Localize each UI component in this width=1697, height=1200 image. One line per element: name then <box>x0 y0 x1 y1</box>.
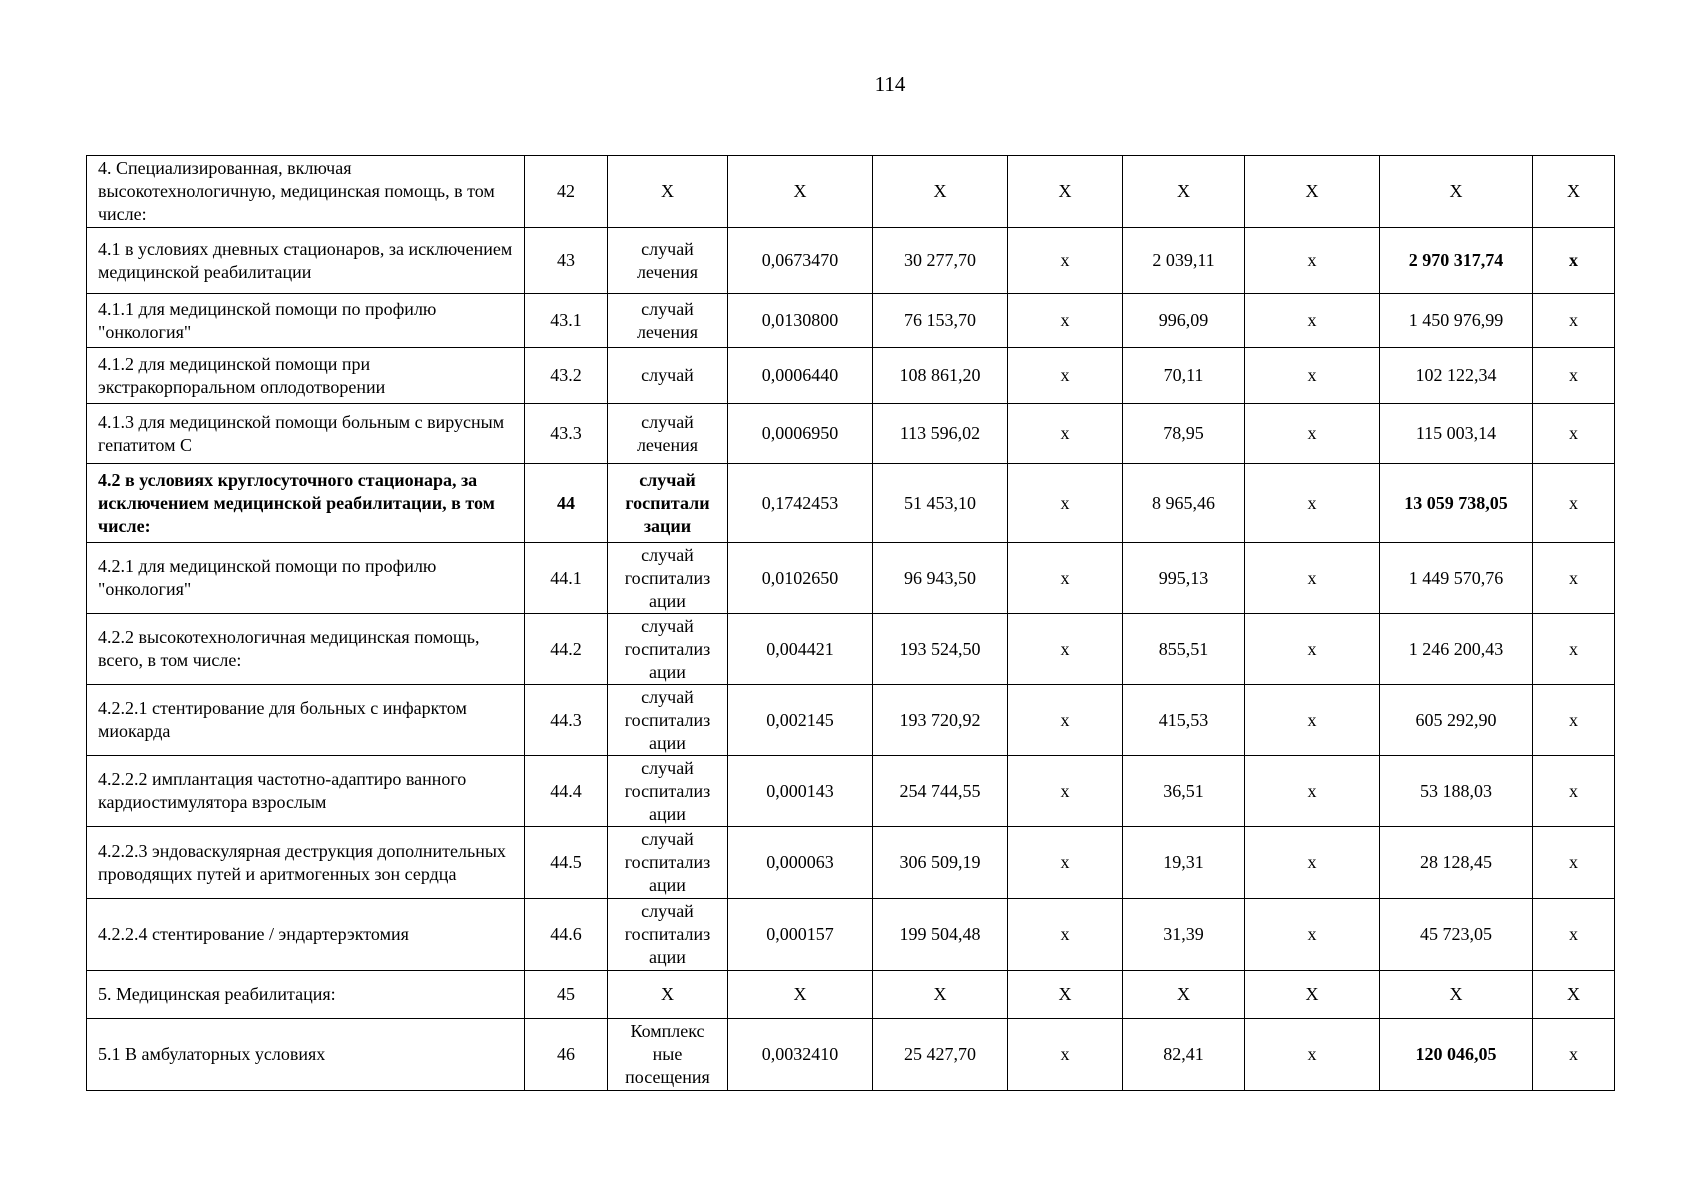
cell: X <box>1380 971 1533 1019</box>
row-code: 43.3 <box>525 404 608 464</box>
cell: 28 128,45 <box>1380 827 1533 899</box>
cell: х <box>1008 348 1123 404</box>
cell: х <box>1008 294 1123 348</box>
row-unit: случай <box>608 348 728 404</box>
cell: 996,09 <box>1123 294 1245 348</box>
cell: 45 723,05 <box>1380 899 1533 971</box>
cell: 0,000063 <box>728 827 873 899</box>
cell: X <box>1533 971 1615 1019</box>
cell: X <box>873 971 1008 1019</box>
row-unit: случай лечения <box>608 294 728 348</box>
row-name: 4.1 в условиях дневных стационаров, за исключением медицинской реабилитации <box>87 228 525 294</box>
cell: х <box>1533 614 1615 685</box>
cell: х <box>1245 899 1380 971</box>
cell: 1 450 976,99 <box>1380 294 1533 348</box>
row-code: 44.2 <box>525 614 608 685</box>
cell: х <box>1533 464 1615 543</box>
cell: 0,0006950 <box>728 404 873 464</box>
cell: 254 744,55 <box>873 756 1008 827</box>
cell: х <box>1245 404 1380 464</box>
cell: х <box>1245 543 1380 614</box>
cell: х <box>1008 756 1123 827</box>
row-code: 44.5 <box>525 827 608 899</box>
page-number: 114 <box>874 72 906 96</box>
cell: 115 003,14 <box>1380 404 1533 464</box>
row-unit: случай лечения <box>608 404 728 464</box>
cell: х <box>1008 543 1123 614</box>
cell: 30 277,70 <box>873 228 1008 294</box>
table-row <box>87 543 1615 614</box>
cell: х <box>1008 228 1123 294</box>
cell: 0,1742453 <box>728 464 873 543</box>
cell: 13 059 738,05 <box>1380 464 1533 543</box>
row-name: 4.2.2.4 стентирование / эндартерэктомия <box>87 899 525 971</box>
cell: 199 504,48 <box>873 899 1008 971</box>
cell: х <box>1008 464 1123 543</box>
cell: х <box>1008 827 1123 899</box>
cell: X <box>1008 971 1123 1019</box>
row-code: 42 <box>525 156 608 228</box>
cell: X <box>1123 156 1245 228</box>
cell: 31,39 <box>1123 899 1245 971</box>
row-code: 43.1 <box>525 294 608 348</box>
cell: х <box>1245 464 1380 543</box>
cell: 19,31 <box>1123 827 1245 899</box>
cell: 51 453,10 <box>873 464 1008 543</box>
row-code: 44.3 <box>525 685 608 756</box>
cell: х <box>1533 228 1615 294</box>
row-name: 4.2.2.3 эндоваскулярная деструкция дополнительных проводящих путей и аритмогенных зон сердца <box>87 827 525 899</box>
cell: х <box>1245 348 1380 404</box>
row-unit: случай госпитализ ации <box>608 899 728 971</box>
table-row <box>87 756 1615 827</box>
table-row <box>87 156 1615 228</box>
cell: х <box>1245 756 1380 827</box>
cell: х <box>1245 685 1380 756</box>
row-unit: случай госпитализ ации <box>608 827 728 899</box>
cell: 0,004421 <box>728 614 873 685</box>
cell: 120 046,05 <box>1380 1019 1533 1091</box>
cell: 70,11 <box>1123 348 1245 404</box>
row-name: 4.2.2 высокотехнологичная медицинская помощь, всего, в том числе: <box>87 614 525 685</box>
row-unit: случай госпитали зации <box>608 464 728 543</box>
cell: х <box>1533 899 1615 971</box>
cell: 82,41 <box>1123 1019 1245 1091</box>
cell: 76 153,70 <box>873 294 1008 348</box>
cell: х <box>1245 1019 1380 1091</box>
cell: X <box>1380 156 1533 228</box>
cell: 2 039,11 <box>1123 228 1245 294</box>
cell: 415,53 <box>1123 685 1245 756</box>
cell: х <box>1533 348 1615 404</box>
cell: X <box>1245 971 1380 1019</box>
table-row <box>87 464 1615 543</box>
cell: х <box>1533 543 1615 614</box>
row-unit: случай лечения <box>608 228 728 294</box>
row-code: 44.4 <box>525 756 608 827</box>
cell: 306 509,19 <box>873 827 1008 899</box>
tariff-table <box>86 155 1615 1091</box>
cell: 1 246 200,43 <box>1380 614 1533 685</box>
row-unit: случай госпитализ ации <box>608 543 728 614</box>
cell: 25 427,70 <box>873 1019 1008 1091</box>
row-code: 45 <box>525 971 608 1019</box>
cell: 113 596,02 <box>873 404 1008 464</box>
cell: 102 122,34 <box>1380 348 1533 404</box>
row-code: 43.2 <box>525 348 608 404</box>
cell: 8 965,46 <box>1123 464 1245 543</box>
cell: х <box>1533 1019 1615 1091</box>
cell: 0,0130800 <box>728 294 873 348</box>
row-name: 5.1 В амбулаторных условиях <box>87 1019 525 1091</box>
cell: 36,51 <box>1123 756 1245 827</box>
row-name: 4.1.2 для медицинской помощи при экстракорпоральном оплодотворении <box>87 348 525 404</box>
cell: 605 292,90 <box>1380 685 1533 756</box>
cell: X <box>873 156 1008 228</box>
row-unit: случай госпитализ ации <box>608 614 728 685</box>
cell: 0,000157 <box>728 899 873 971</box>
table-row <box>87 827 1615 899</box>
row-code: 43 <box>525 228 608 294</box>
cell: 0,0006440 <box>728 348 873 404</box>
row-name: 5. Медицинская реабилитация: <box>87 971 525 1019</box>
row-unit: Комплекс ные посещения <box>608 1019 728 1091</box>
cell: 0,000143 <box>728 756 873 827</box>
row-name: 4.2 в условиях круглосуточного стационара, за исключением медицинской реабилитации, в том числе: <box>87 464 525 543</box>
cell: х <box>1008 685 1123 756</box>
row-name: 4.1.3 для медицинской помощи больным с вирусным гепатитом С <box>87 404 525 464</box>
cell: 53 188,03 <box>1380 756 1533 827</box>
cell: X <box>1533 156 1615 228</box>
row-name: 4.2.2.1 стентирование для больных с инфарктом миокарда <box>87 685 525 756</box>
cell: 0,0032410 <box>728 1019 873 1091</box>
cell: 193 720,92 <box>873 685 1008 756</box>
table-row <box>87 685 1615 756</box>
cell: X <box>1245 156 1380 228</box>
cell: х <box>1008 899 1123 971</box>
row-name: 4.1.1 для медицинской помощи по профилю "онкология" <box>87 294 525 348</box>
table-row <box>87 614 1615 685</box>
cell: 855,51 <box>1123 614 1245 685</box>
cell: 0,002145 <box>728 685 873 756</box>
cell: х <box>1245 827 1380 899</box>
row-unit: X <box>608 156 728 228</box>
row-name: 4.2.2.2 имплантация частотно-адаптиро ванного кардиостимулятора взрослым <box>87 756 525 827</box>
cell: х <box>1533 294 1615 348</box>
row-unit: случай госпитализ ации <box>608 685 728 756</box>
cell: 78,95 <box>1123 404 1245 464</box>
cell: х <box>1008 404 1123 464</box>
cell: 0,0102650 <box>728 543 873 614</box>
cell: х <box>1245 614 1380 685</box>
cell: х <box>1008 1019 1123 1091</box>
table-row <box>87 228 1615 294</box>
row-name: 4.2.1 для медицинской помощи по профилю "онкология" <box>87 543 525 614</box>
cell: х <box>1533 685 1615 756</box>
table-row <box>87 294 1615 348</box>
cell: X <box>1123 971 1245 1019</box>
row-unit: X <box>608 971 728 1019</box>
table-row <box>87 899 1615 971</box>
cell: 2 970 317,74 <box>1380 228 1533 294</box>
row-name: 4. Специализированная, включая высокотехнологичную, медицинская помощь, в том числе: <box>87 156 525 228</box>
cell: х <box>1533 404 1615 464</box>
cell: X <box>728 971 873 1019</box>
row-code: 44.1 <box>525 543 608 614</box>
cell: х <box>1533 827 1615 899</box>
table-row <box>87 404 1615 464</box>
row-code: 44.6 <box>525 899 608 971</box>
row-code: 44 <box>525 464 608 543</box>
table-row <box>87 1019 1615 1091</box>
cell: 995,13 <box>1123 543 1245 614</box>
table-row <box>87 348 1615 404</box>
cell: 96 943,50 <box>873 543 1008 614</box>
cell: 108 861,20 <box>873 348 1008 404</box>
row-unit: случай госпитализ ации <box>608 756 728 827</box>
cell: х <box>1008 614 1123 685</box>
cell: 1 449 570,76 <box>1380 543 1533 614</box>
cell: х <box>1245 228 1380 294</box>
cell: X <box>1008 156 1123 228</box>
cell: X <box>728 156 873 228</box>
cell: 0,0673470 <box>728 228 873 294</box>
table-row <box>87 971 1615 1019</box>
cell: х <box>1533 756 1615 827</box>
cell: х <box>1245 294 1380 348</box>
row-code: 46 <box>525 1019 608 1091</box>
cell: 193 524,50 <box>873 614 1008 685</box>
